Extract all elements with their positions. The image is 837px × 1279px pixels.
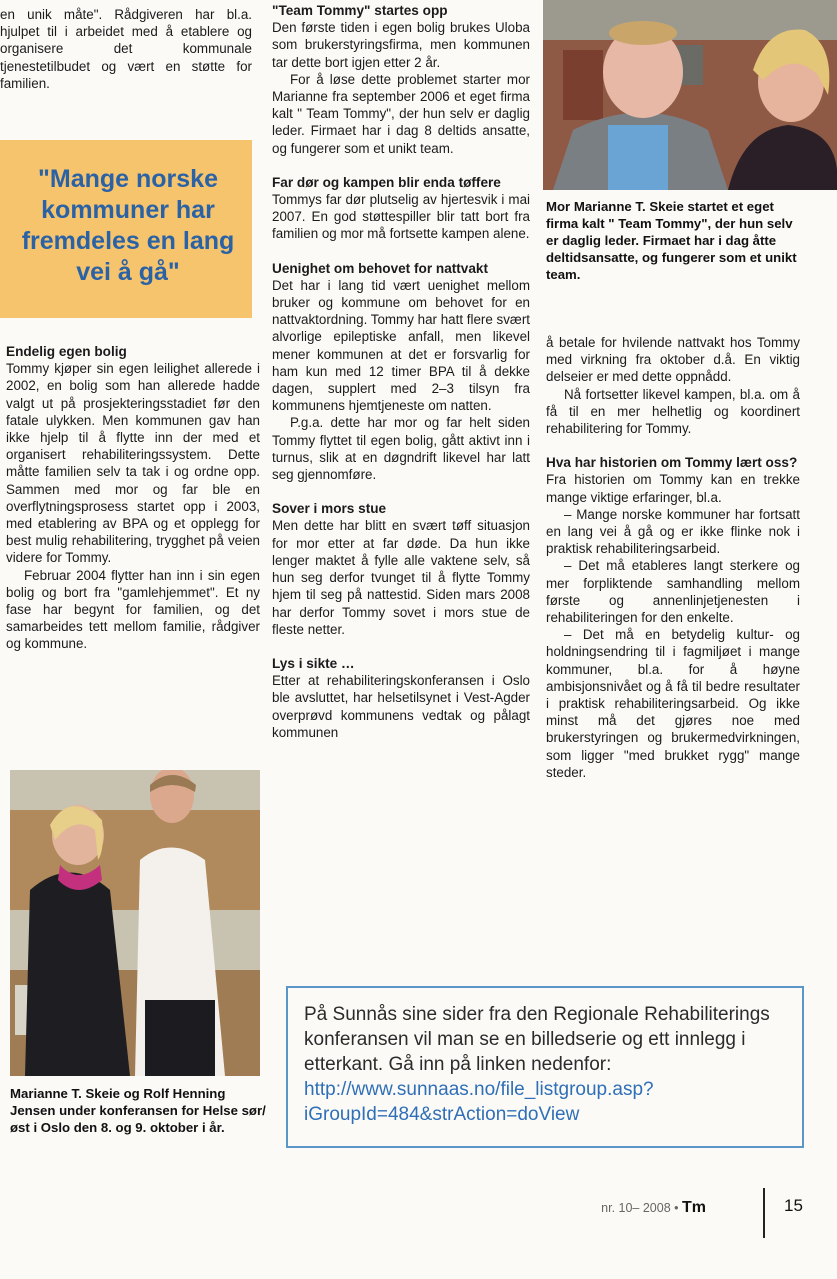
body-paragraph: Det har i lang tid vært uenighet mellom bruker og kommune om behovet for en nattvaktordning. Tommy har hatt flere svært alvorlige epileptiske anfall, men likevel mener kommunen at det er forsvarlig for ham kun med 12 timer BPA til å dekke dagen, supplert med 2–3 tilsyn fra kommunens hjemtjeneste om natten.	[272, 277, 531, 414]
body-paragraph: Nå fortsetter likevel kampen, bl.a. om å få til en mer helhetlig og koordinert rehabilitering for Tommy.	[546, 386, 800, 437]
body-paragraph: Tommy kjøper sin egen leilighet allerede i 2002, en bolig som han allerede hadde valgt ut på prosjekteringsstadiet før den fatale ulykken. Men kommunen gav han ikke hjelp til å flytte inn der med et organisert rehabiliteringssystem. Dette måtte familien selv ta tak i og ordne opp. Sammen med mor og far ble en overflytningsprosess startet opp i 2003, med etablering av BPA og et opplegg for best mulig rehabilitering, trygghet på veien videre for Tommy.	[6, 361, 260, 566]
photo-caption-bottom: Marianne T. Skeie og Rolf Henning Jensen under konferansen for Helse sør/øst i Oslo den 8. og 9. oktober i år.	[10, 1086, 266, 1135]
body-paragraph: å betale for hvilende nattvakt hos Tommy med virkning fra oktober d.å. En viktig delseier er med dette oppnådd.	[546, 335, 800, 385]
body-paragraph: P.g.a. dette har mor og far helt siden Tommy flyttet til egen bolig, gått aktivt inn i turnus, slik at en døgndrift likevel har latt seg gjennomføre.	[272, 415, 530, 483]
page-footer	[560, 1188, 820, 1238]
magazine-logo: Tm	[682, 1199, 706, 1216]
issue-label	[601, 1199, 706, 1217]
section-heading: Hva har historien om Tommy lært oss?	[546, 455, 798, 471]
photo-caption-top: Mor Marianne T. Skeie startet et eget firma kalt " Team Tommy", der hun selv er daglig leder. Firmaet har i dag åtte deltidsansatte, og fungerer som et unikt team.	[546, 199, 797, 282]
body-paragraph: Tommys far dør plutselig av hjertesvik i mai 2007. En god støttespiller blir tatt bort fra familien og mor må fortsette kampen alene.	[272, 192, 530, 242]
section-gap	[546, 437, 800, 454]
body-paragraph: – Det må en betydelig kultur- og holdningsendring til i fagmiljøet i mange kommuner, bl.a. for å høyne ambisjonsnivået og å få til bedre resultater i praktisk rehabiliteringsarbeid. Og ikke minst må det gjøres noe med brukerstyringen og brukermedvirkningen, som ligger "med brukket rygg" mange steder.	[546, 627, 800, 780]
photo-conference-illustration	[10, 770, 260, 1076]
issue-number: nr. 10– 2008 •	[601, 1201, 679, 1215]
column-2	[272, 2, 530, 741]
section-gap	[272, 157, 530, 174]
section-gap	[272, 483, 530, 500]
section-gap	[272, 638, 530, 655]
footer-divider	[763, 1188, 765, 1238]
column-3	[546, 334, 800, 781]
body-paragraph: For å løse dette problemet starter mor Marianne fra september 2006 et eget firma kalt " Team Tommy", der hun selv er daglig leder. Firmaet har i dag 8 deltids ansatte, og fungerer som et unikt team.	[272, 71, 530, 156]
column-1-section	[6, 343, 260, 653]
body-paragraph: Den første tiden i egen bolig brukes Uloba som brukerstyringsfirma, men kommunen tar dette bort igjen etter 2 år.	[272, 20, 530, 70]
body-paragraph: Etter at rehabiliteringskonferansen i Oslo ble avsluttet, har helsetilsynet i Vest-Agder overprøvd kommunens vedtak og pålagt kommunen	[272, 673, 530, 740]
body-paragraph: Fra historien om Tommy kan en trekke mange viktige erfaringer, bl.a.	[546, 472, 800, 505]
sunnaas-link[interactable]: http://www.sunnaas.no/file_listgroup.asp?iGroupId=484&strAction=doView	[304, 1079, 654, 1125]
pull-quote: "Mange norske kommuner har fremdeles en lang vei å gå"	[0, 140, 252, 318]
photo-mother-and-son	[543, 0, 837, 190]
body-paragraph: Februar 2004 flytter han inn i sin egen bolig og bort fra "gamlehjemmet". Et ny fase har begynt for familien, og det samarbeides tett mellom familie, rådgiver og kommune.	[6, 567, 260, 652]
section-heading: Sover i mors stue	[272, 501, 387, 517]
info-box	[286, 986, 804, 1148]
section-heading: Far dør og kampen blir enda tøffere	[272, 174, 501, 190]
page-number: 15	[784, 1196, 803, 1215]
body-paragraph: en unik måte". Rådgiveren har bl.a. hjulpet til i arbeidet med å etablere og organisere det kommunale tjenestetilbudet og vært en støtte for familien.	[0, 7, 252, 91]
body-paragraph: Men dette har blitt en svært tøff situasjon for mor etter at far døde. Da hun ikke lenger maktet å fylle alle vaktene selv, så hun seg derfor tvunget til å flytte Tommy hjem til seg på nattestid. Siden mars 2008 har derfor Tommy sovet i mors stue de fleste netter.	[272, 518, 530, 637]
section-heading: Uenighet om behovet for nattvakt	[272, 260, 489, 276]
section-gap	[272, 243, 530, 260]
photo-conference	[10, 770, 260, 1076]
body-paragraph: – Mange norske kommuner har fortsatt en lang vei å gå og er ikke flinke nok i praktisk rehabiliteringsarbeid.	[546, 506, 800, 557]
section-heading: "Team Tommy" startes opp	[272, 3, 448, 18]
info-box-text: På Sunnås sine sider fra den Regionale Rehabiliterings konferansen vil man se en billedserie og ett innlegg i etterkant. Gå inn på linken nedenfor:	[304, 1004, 770, 1075]
column-1-intro	[0, 6, 252, 92]
section-heading: Endelig egen bolig	[6, 344, 127, 359]
section-heading: Lys i sikte …	[272, 655, 355, 671]
body-paragraph: – Det må etableres langt sterkere og mer forpliktende samhandling mellom første og annenlinjetjenesten i rehabiliteringen for den enkelte.	[546, 558, 800, 626]
photo-mother-and-son-illustration	[543, 0, 837, 190]
